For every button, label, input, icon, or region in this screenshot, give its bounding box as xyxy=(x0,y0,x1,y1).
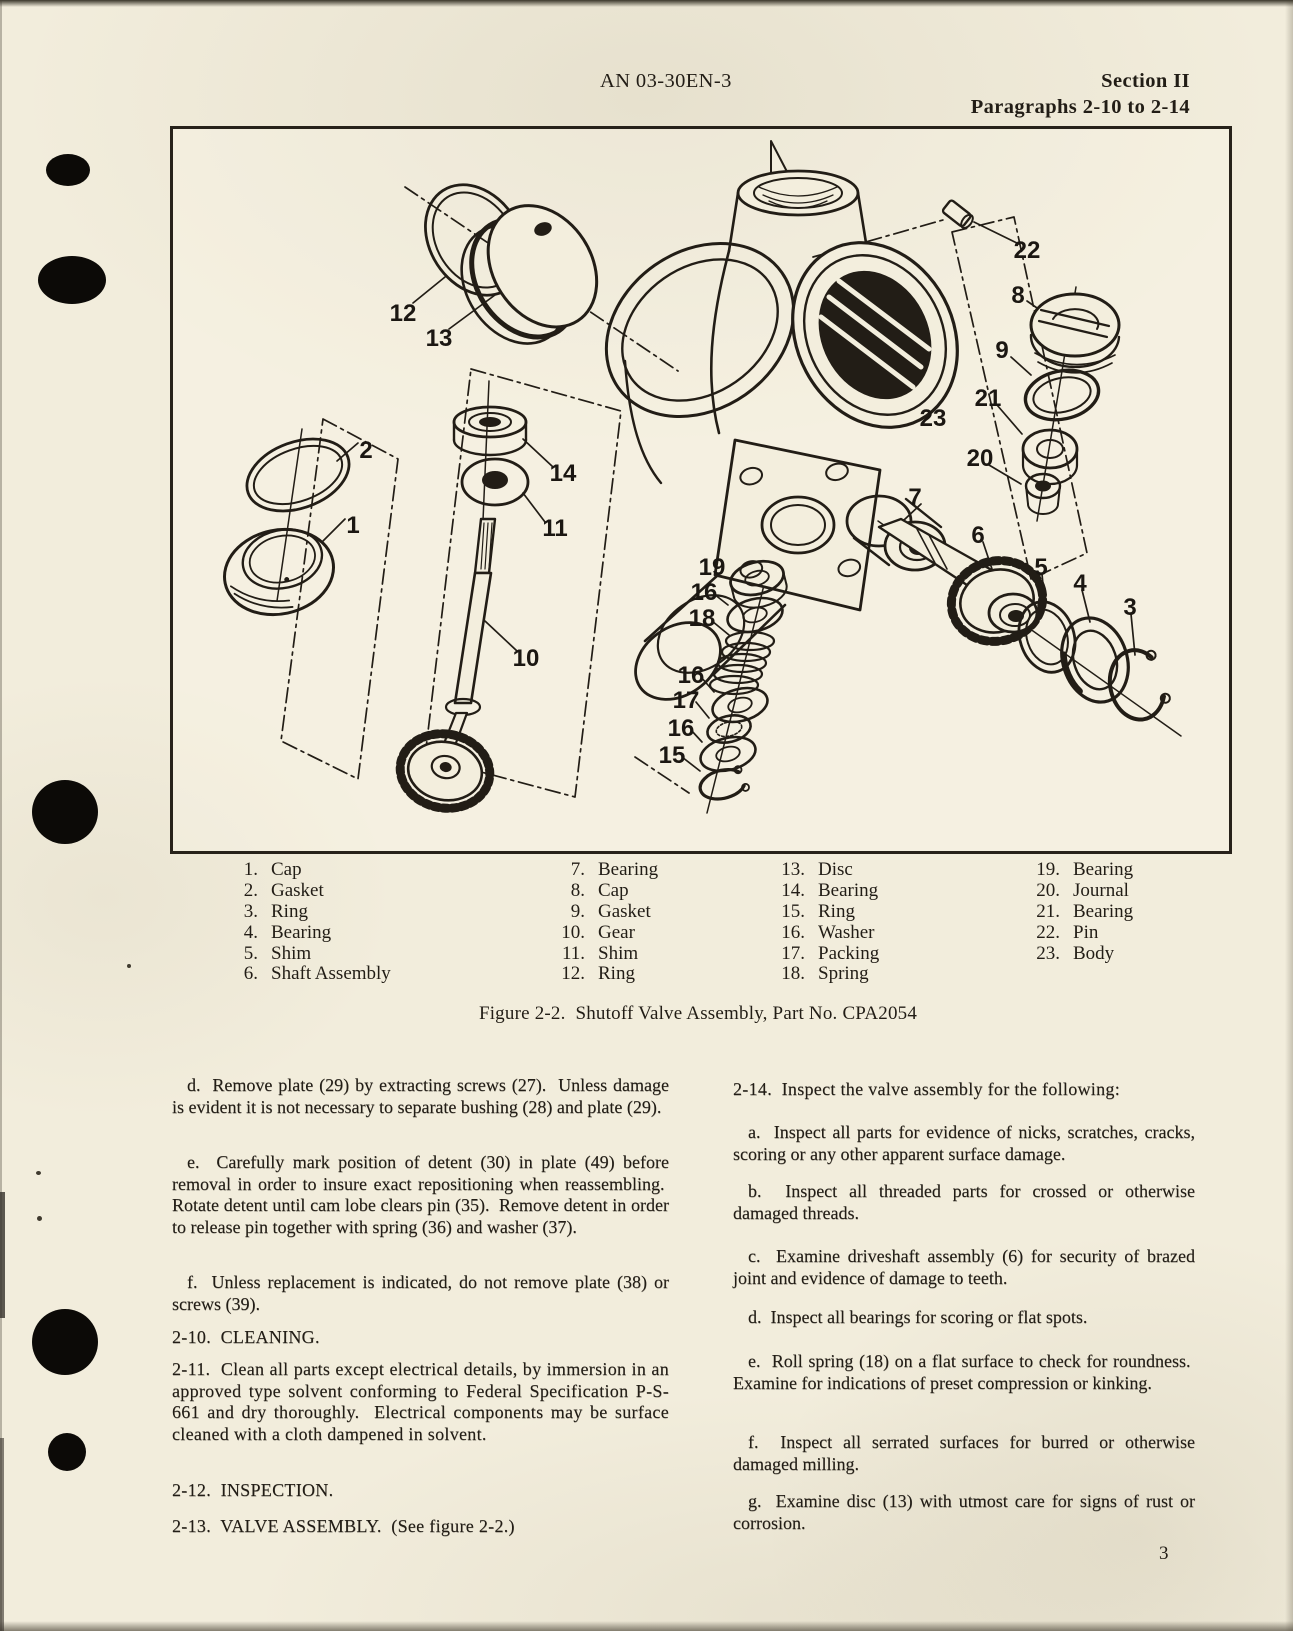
part-journal-20 xyxy=(1026,474,1060,514)
part-number: 5. xyxy=(243,942,258,964)
scan-edge-left-mark xyxy=(0,1192,5,1318)
part-number: 7. xyxy=(570,859,585,880)
part-name: Gasket xyxy=(598,900,651,922)
paragraph-range: Paragraphs 2-10 to 2-14 xyxy=(970,96,1190,118)
callout-number: 8 xyxy=(1011,282,1025,309)
parts-list-entry xyxy=(995,881,1133,902)
parts-list-entry xyxy=(520,944,658,965)
part-cap-1 xyxy=(216,519,341,624)
part-name: Ring xyxy=(598,963,635,985)
part-gear-shaft-10 xyxy=(394,519,495,815)
ink-speck xyxy=(36,1171,41,1175)
parts-list-entry xyxy=(740,923,879,944)
part-disc-13 xyxy=(439,185,619,365)
binder-hole-dot xyxy=(32,780,98,844)
section-title: Section II xyxy=(1101,70,1190,92)
callout-number: 13 xyxy=(425,325,453,352)
parts-list-entry xyxy=(740,902,879,923)
scan-edge-left-mark xyxy=(0,1438,4,1631)
part-packing-17 xyxy=(705,711,754,747)
part-number: 17. xyxy=(781,942,805,964)
part-number: 10. xyxy=(561,921,585,943)
part-number: 22. xyxy=(1036,921,1060,943)
parts-list-column-2 xyxy=(520,860,658,985)
part-name: Bearing xyxy=(271,921,332,943)
parts-list-entry xyxy=(206,860,391,881)
callout-number: 3 xyxy=(1123,594,1137,621)
part-number: 8. xyxy=(570,879,585,901)
parts-list-entry xyxy=(740,964,879,985)
heading-2-10: 2-10. CLEANING. xyxy=(172,1327,320,1347)
part-name: Ring xyxy=(818,900,855,922)
part-name: Bearing xyxy=(818,879,879,901)
part-name: Body xyxy=(1073,942,1115,964)
part-name: Bearing xyxy=(1073,900,1134,922)
part-name: Shim xyxy=(598,942,639,964)
parts-list-entry xyxy=(995,902,1133,923)
callout-number: 1 xyxy=(346,512,360,539)
part-number: 23. xyxy=(1036,942,1060,964)
part-name: Packing xyxy=(818,942,880,964)
parts-list-column-4 xyxy=(995,860,1133,964)
callout-number: 23 xyxy=(919,405,947,432)
paragraph-e: e. Carefully mark position of detent (30) in plate (49) before removal in order to insure exact repositioning when reassembling. Rotate detent until cam lobe clears pin (35). Remove detent in order to release pin together with spring (36) and washer (37). xyxy=(172,1152,669,1237)
callout-number: 4 xyxy=(1073,570,1087,597)
exploded-diagram xyxy=(173,129,1229,851)
heading-2-13: 2-13. VALVE ASSEMBLY. (See figure 2-2.) xyxy=(172,1516,515,1536)
callout-number: 19 xyxy=(698,554,726,581)
part-number: 4. xyxy=(243,921,258,943)
callout-number: 6 xyxy=(971,522,985,549)
binder-hole-dot xyxy=(46,154,90,186)
callout-number: 16 xyxy=(667,715,695,742)
paragraph-2-11: 2-11. Clean all parts except electrical details, by immersion in an approved type solvent conforming to Federal Specification P-S-661 and dry thoroughly. Electrical components may be surface cleaned with a cloth dampened in solvent. xyxy=(172,1359,669,1444)
parts-list-entry xyxy=(740,881,879,902)
parts-list-entry xyxy=(520,902,658,923)
part-name: Cap xyxy=(598,879,629,901)
part-number: 18. xyxy=(781,963,805,985)
part-number: 21. xyxy=(1036,900,1060,922)
parts-list-entry xyxy=(520,860,658,881)
callout-number: 10 xyxy=(512,645,540,672)
parts-list-entry xyxy=(740,944,879,965)
parts-list-entry xyxy=(520,964,658,985)
part-name: Bearing xyxy=(598,859,659,880)
page-number: 3 xyxy=(1159,1543,1169,1564)
callout-number: 5 xyxy=(1034,554,1048,581)
parts-list-entry xyxy=(995,860,1133,881)
paragraph-f2: f. Inspect all serrated surfaces for burred or otherwise damaged milling. xyxy=(733,1432,1195,1474)
part-number: 12. xyxy=(561,963,585,985)
callout-number: 21 xyxy=(974,385,1002,412)
part-number: 20. xyxy=(1036,879,1060,901)
part-name: Ring xyxy=(271,900,308,922)
scan-edge-left xyxy=(0,0,2,1631)
part-pin-22 xyxy=(942,199,975,230)
part-name: Disc xyxy=(818,859,853,880)
scan-edge-top xyxy=(0,0,1293,7)
ink-speck xyxy=(127,964,131,968)
callout-number: 16 xyxy=(690,579,718,606)
part-cap-8 xyxy=(1031,294,1119,373)
parts-list-entry xyxy=(206,964,391,985)
part-number: 13. xyxy=(781,859,805,880)
binder-hole-dot xyxy=(38,256,106,304)
callout-number: 14 xyxy=(549,460,577,487)
part-number: 2. xyxy=(243,879,258,901)
paragraph-d2: d. Inspect all bearings for scoring or flat spots. xyxy=(748,1307,1088,1327)
part-name: Journal xyxy=(1073,879,1129,901)
part-number: 16. xyxy=(781,921,805,943)
paragraph-c: c. Examine driveshaft assembly (6) for security of brazed joint and evidence of damage to teeth. xyxy=(733,1246,1195,1288)
figure-border xyxy=(170,126,1232,854)
callout-number: 12 xyxy=(389,300,417,327)
paragraph-f: f. Unless replacement is indicated, do not remove plate (38) or screws (39). xyxy=(172,1272,669,1314)
scan-edge-right xyxy=(1285,0,1293,1631)
parts-list-entry xyxy=(995,944,1133,965)
parts-list-entry xyxy=(740,860,879,881)
parts-list-entry xyxy=(206,902,391,923)
parts-list-entry xyxy=(206,944,391,965)
part-ring-15 xyxy=(697,765,750,804)
part-number: 6. xyxy=(243,963,258,985)
paragraph-b: b. Inspect all threaded parts for crossed or otherwise damaged threads. xyxy=(733,1181,1195,1223)
paragraph-2-14: 2-14. Inspect the valve assembly for the following: xyxy=(733,1079,1121,1099)
callout-number: 17 xyxy=(672,687,700,714)
callout-number: 15 xyxy=(658,742,686,769)
binder-hole-dot xyxy=(32,1309,98,1375)
part-name: Washer xyxy=(818,921,875,943)
part-name: Cap xyxy=(271,859,302,880)
part-number: 3. xyxy=(243,900,258,922)
parts-list-entry xyxy=(520,881,658,902)
ink-speck xyxy=(37,1216,42,1221)
part-name: Gear xyxy=(598,921,635,943)
heading-2-12: 2-12. INSPECTION. xyxy=(172,1480,334,1500)
part-number: 9. xyxy=(570,900,585,922)
part-name: Shaft Assembly xyxy=(271,963,391,985)
part-name: Shim xyxy=(271,942,312,964)
callout-number: 20 xyxy=(966,445,994,472)
parts-list-entry xyxy=(206,881,391,902)
scan-edge-bottom xyxy=(0,1621,1293,1631)
callout-number: 22 xyxy=(1013,237,1041,264)
callout-number: 2 xyxy=(359,437,373,464)
callout-number: 9 xyxy=(995,337,1009,364)
paragraph-e2: e. Roll spring (18) on a flat surface to check for roundness. Examine for indications of preset compression or kinking. xyxy=(733,1351,1195,1393)
parts-list-entry xyxy=(520,923,658,944)
parts-list-column-3 xyxy=(740,860,879,985)
part-number: 14. xyxy=(781,879,805,901)
part-number: 15. xyxy=(781,900,805,922)
callout-number: 18 xyxy=(688,605,716,632)
part-ring-2 xyxy=(237,426,359,524)
parts-list-entry xyxy=(206,923,391,944)
paragraph-d: d. Remove plate (29) by extracting screws (27). Unless damage is evident it is not necessary to separate bushing (28) and plate (29). xyxy=(172,1075,669,1117)
doc-number: AN 03-30EN-3 xyxy=(600,70,732,92)
part-name: Pin xyxy=(1073,921,1099,943)
part-washer-11 xyxy=(462,459,528,505)
binder-hole-dot xyxy=(48,1433,86,1471)
figure-caption: Figure 2-2. Shutoff Valve Assembly, Part No. CPA2054 xyxy=(478,1003,918,1024)
callout-number: 16 xyxy=(677,662,705,689)
callout-number: 7 xyxy=(908,484,922,511)
parts-list-column-1 xyxy=(206,860,391,985)
paragraph-a: a. Inspect all parts for evidence of nicks, scratches, cracks, scoring or any other apparent surface damage. xyxy=(733,1122,1195,1164)
part-name: Bearing xyxy=(1073,859,1134,880)
part-number: 1. xyxy=(243,859,258,880)
part-name: Spring xyxy=(818,963,869,985)
part-number: 11. xyxy=(561,942,585,964)
paragraph-g: g. Examine disc (13) with utmost care for signs of rust or corrosion. xyxy=(733,1491,1195,1533)
callout-number: 11 xyxy=(542,515,568,542)
part-number: 19. xyxy=(1036,859,1060,880)
parts-list-entry xyxy=(995,923,1133,944)
part-snap-ring-3 xyxy=(1104,645,1173,725)
part-name: Gasket xyxy=(271,879,324,901)
